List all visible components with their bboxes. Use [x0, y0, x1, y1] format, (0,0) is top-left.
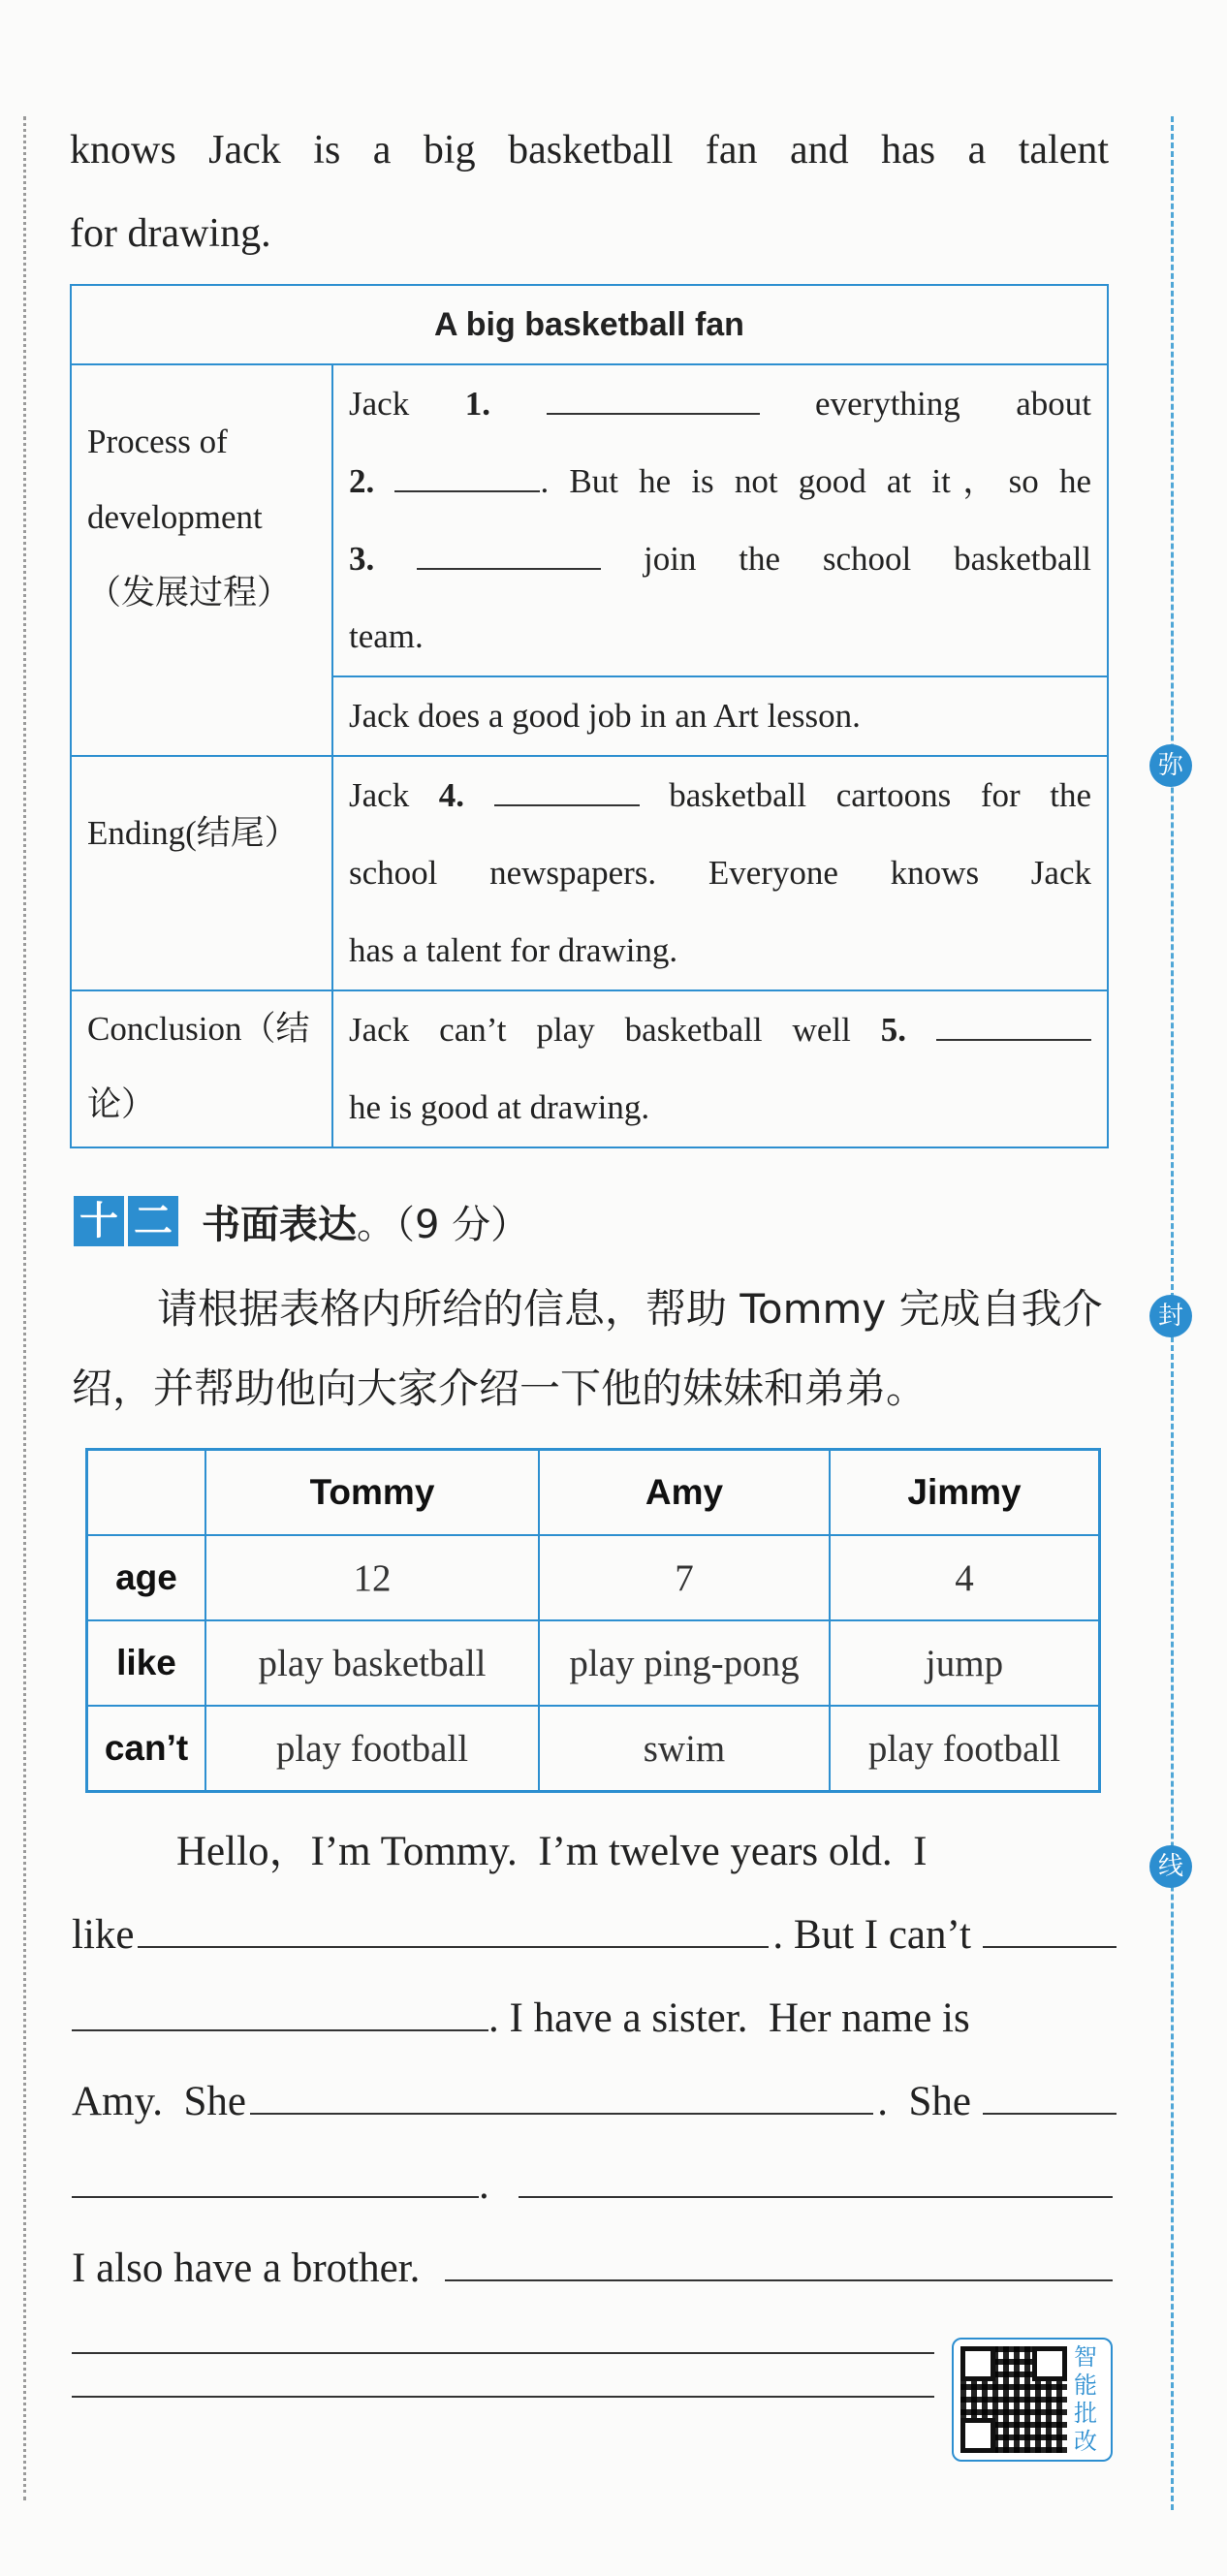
writing-line-3: . I have a sister. Her name is — [72, 1977, 1117, 2060]
info-row-cant: can’t play football swim play football — [87, 1706, 1100, 1792]
binding-dotted-line — [23, 116, 26, 2500]
answer-blank-1[interactable] — [547, 379, 760, 415]
blank-number-3: 3. — [349, 540, 375, 578]
writing-blank[interactable] — [519, 2154, 1113, 2198]
story-table — [70, 284, 1109, 1148]
writing-line-4: Amy. She . She — [72, 2060, 1117, 2144]
section-title: 书面表达 — [202, 1202, 357, 1247]
conclusion-label: Conclusion（结论） — [71, 990, 332, 1147]
blank-number-5: 5. — [880, 1011, 907, 1049]
answer-blank-3[interactable] — [417, 534, 601, 570]
blank-number-2: 2. — [349, 462, 375, 500]
writing-blank[interactable] — [138, 1904, 769, 1948]
process-cell-2: Jack does a good job in an Art lesson. — [332, 676, 1108, 756]
process-label: Process of development（发展过程） — [71, 364, 332, 756]
writing-line-7 — [72, 2310, 934, 2354]
answer-blank-5[interactable] — [936, 1005, 1091, 1041]
blank-number-4: 4. — [438, 776, 465, 814]
writing-line-8 — [72, 2354, 934, 2398]
info-row-age: age 12 7 4 — [87, 1535, 1100, 1620]
writing-blank[interactable] — [72, 1988, 488, 2031]
writing-blank[interactable] — [445, 2238, 1113, 2281]
blank-number-1: 1. — [464, 385, 490, 423]
writing-area — [72, 1810, 1117, 2398]
process-cell-1: Jack 1. everything about 2. . But he is not good at it，so he 3. join the school basketball team. — [332, 364, 1108, 676]
conclusion-cell: Jack can’t play basketball well 5. he is good at drawing. — [332, 990, 1108, 1147]
info-table-header: Tommy Amy Jimmy — [87, 1450, 1100, 1536]
margin-seal-mi: 弥 — [1149, 744, 1192, 787]
answer-blank-2[interactable] — [394, 456, 540, 492]
writing-blank[interactable] — [250, 2071, 873, 2115]
writing-blank[interactable] — [72, 2310, 934, 2354]
writing-blank[interactable] — [983, 1904, 1117, 1948]
writing-blank[interactable] — [72, 2154, 479, 2198]
qr-code-icon — [960, 2346, 1067, 2453]
writing-blank[interactable] — [72, 2354, 934, 2398]
section-header — [74, 1194, 529, 1248]
intro-line-1: knows Jack is a big basketball fan and has a talent — [70, 128, 1109, 173]
smart-grading-qr[interactable] — [952, 2338, 1113, 2462]
intro-line-2: for drawing. — [70, 211, 271, 256]
passage-ending — [70, 109, 1109, 275]
writing-line-5: . — [72, 2144, 1117, 2227]
margin-seal-xian: 线 — [1149, 1845, 1192, 1888]
writing-line-1: Hello，I’m Tommy. I’m twelve years old. I — [176, 1829, 928, 1874]
answer-blank-4[interactable] — [494, 770, 640, 806]
writing-blank[interactable] — [983, 2071, 1117, 2115]
margin-seal-feng: 封 — [1149, 1295, 1192, 1337]
qr-label: 智能批改 — [1074, 2343, 1097, 2455]
writing-line-2: like . But I can’t — [72, 1894, 1117, 1977]
section-score: 。（9 分） — [357, 1202, 530, 1247]
writing-line-6: I also have a brother. — [72, 2227, 1117, 2310]
ending-label: Ending(结尾） — [71, 756, 332, 990]
info-table — [85, 1448, 1101, 1793]
ending-cell: Jack 4. basketball cartoons for the school newspapers. Everyone knows Jack has a talent for drawing. — [332, 756, 1108, 990]
info-row-like: like play basketball play ping-pong jump — [87, 1620, 1100, 1706]
story-table-title: A big basketball fan — [71, 285, 1108, 364]
writing-instruction: 请根据表格内所给的信息，帮助 Tommy 完成自我介绍，并帮助他向大家介绍一下他的妹妹和弟弟。 — [72, 1285, 1103, 1412]
section-number-badge: 十 二 — [74, 1196, 178, 1246]
